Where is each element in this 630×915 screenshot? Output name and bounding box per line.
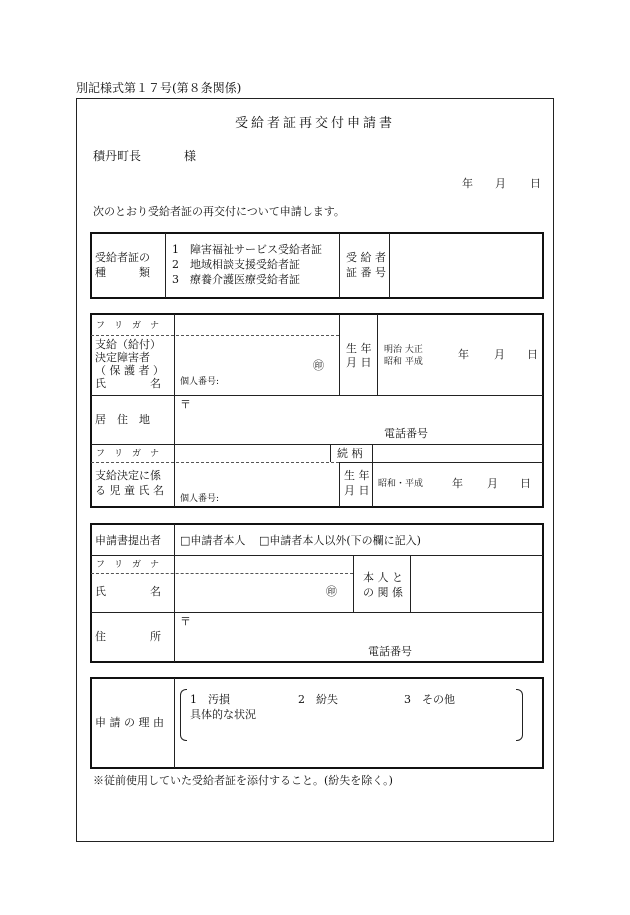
left-bracket-icon xyxy=(180,689,187,741)
child-birth-label-2: 月 日 xyxy=(344,484,370,497)
submitter-furigana-field[interactable] xyxy=(176,557,352,572)
child-personal-number-label: 個人番号: xyxy=(180,494,220,504)
reason-option-3[interactable]: 3 その他 xyxy=(404,693,455,706)
recipient-era-2[interactable]: 昭和 平成 xyxy=(384,357,423,367)
cert-type-label-2: 種 類 xyxy=(95,266,150,279)
cert-type-option-3[interactable]: 3 療養介護医療受給者証 xyxy=(172,273,300,286)
child-furigana-field[interactable] xyxy=(176,446,328,461)
cert-type-option-2[interactable]: 2 地域相談支援受給者証 xyxy=(172,258,300,271)
residence-postal: 〒 xyxy=(180,398,191,411)
reason-detail-field[interactable] xyxy=(188,723,514,739)
submitter-relation-field[interactable] xyxy=(412,557,542,611)
recipient-name-label-3: （ 保 護 者 ） xyxy=(95,364,164,377)
reason-label: 申 請 の 理 由 xyxy=(95,716,164,729)
submitter-address-field[interactable] xyxy=(176,614,542,661)
residence-field[interactable] xyxy=(176,397,542,443)
submitter-phone-label: 電話番号 xyxy=(368,645,412,658)
form-number: 別記様式第１７号(第８条関係) xyxy=(76,81,242,95)
cert-number-label-1: 受 給 者 xyxy=(346,251,386,264)
footnote: ※従前使用していた受給者証を添付すること。(紛失を除く。) xyxy=(93,774,393,787)
page-title: 受給者証再交付申請書 xyxy=(234,116,395,131)
submitter-postal: 〒 xyxy=(180,615,191,628)
reason-option-1[interactable]: 1 汚損 xyxy=(190,693,230,706)
residence-label: 居 住 地 xyxy=(95,413,150,426)
intro-text: 次のとおり受給者証の再交付について申請します。 xyxy=(93,205,345,218)
recipient-birth-day[interactable]: 日 xyxy=(527,348,538,361)
cert-number-field[interactable] xyxy=(391,235,541,296)
submitter-label: 申請書提出者 xyxy=(95,534,161,547)
submitter-relation-label-2: の 関 係 xyxy=(363,586,403,599)
submitter-relation-label-1: 本 人 と xyxy=(363,571,403,584)
recipient-birth-year[interactable]: 年 xyxy=(458,348,469,361)
submitter-option-other[interactable]: □申請者本人以外(下の欄に記入) xyxy=(259,534,421,547)
child-furigana-label: フ リ ガ ナ xyxy=(96,449,160,459)
recipient-birth-label-2: 月 日 xyxy=(346,356,372,369)
child-relation-field[interactable] xyxy=(374,446,542,461)
addressee: 積丹町長 xyxy=(93,149,142,163)
recipient-birth-month[interactable]: 月 xyxy=(494,348,505,361)
date-month-field[interactable]: 月 xyxy=(495,177,506,190)
child-era[interactable]: 昭和・平成 xyxy=(378,479,424,489)
date-year-field[interactable]: 年 xyxy=(462,177,473,190)
cert-type-label-1: 受給者証の xyxy=(95,251,150,264)
recipient-name-label-4: 氏 名 xyxy=(95,377,161,390)
child-name-label-1: 支給決定に係 xyxy=(95,469,161,482)
recipient-era-1[interactable]: 明治 大正 xyxy=(384,345,423,355)
child-relation-label: 続 柄 xyxy=(337,447,363,460)
child-birth-year[interactable]: 年 xyxy=(452,477,463,490)
recipient-birth-label-1: 生 年 xyxy=(346,342,372,355)
submitter-option-self[interactable]: □申請者本人 xyxy=(180,534,246,547)
child-birth-month[interactable]: 月 xyxy=(487,477,498,490)
submitter-seal-icon: ㊞ xyxy=(326,585,337,598)
date-day-field[interactable]: 日 xyxy=(530,177,541,190)
recipient-personal-number-label: 個人番号: xyxy=(180,377,220,387)
cert-type-option-1[interactable]: 1 障害福祉サービス受給者証 xyxy=(172,243,322,256)
recipient-furigana-label: フ リ ガ ナ xyxy=(96,321,160,331)
submitter-furigana-label: フ リ ガ ナ xyxy=(96,560,160,570)
reason-option-2[interactable]: 2 紛失 xyxy=(298,693,338,706)
recipient-furigana-field[interactable] xyxy=(176,316,338,334)
recipient-name-label-1: 支給（給付） xyxy=(95,338,161,351)
cert-number-label-2: 証 番 号 xyxy=(346,266,386,279)
recipient-name-label-2: 決定障害者 xyxy=(95,351,150,364)
submitter-name-label: 氏 名 xyxy=(95,585,161,598)
reason-detail-label: 具体的な状況 xyxy=(190,708,256,721)
residence-phone-label: 電話番号 xyxy=(384,427,428,440)
child-birth-label-1: 生 年 xyxy=(344,469,370,482)
submitter-address-label: 住 所 xyxy=(95,630,161,643)
child-name-label-2: る 児 童 氏 名 xyxy=(95,484,164,497)
honorific: 様 xyxy=(184,149,197,163)
child-birth-day[interactable]: 日 xyxy=(520,477,531,490)
seal-icon: ㊞ xyxy=(313,359,324,372)
right-bracket-icon xyxy=(516,689,523,741)
